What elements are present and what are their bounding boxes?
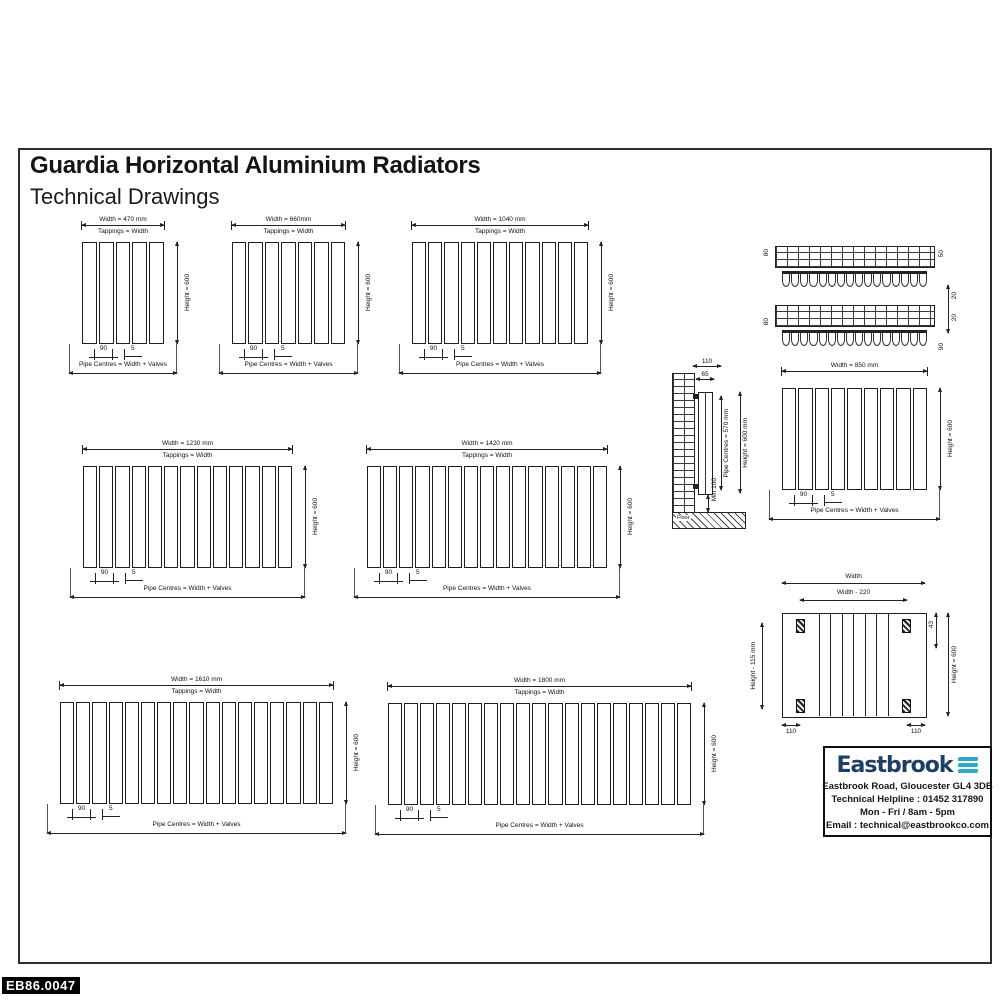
radiator-section	[404, 703, 418, 805]
floor-label: Floor	[677, 515, 690, 521]
pipe-offset-dim: 90	[794, 495, 813, 506]
radiator-section	[444, 242, 458, 344]
radiator-section	[399, 466, 413, 568]
pipe-offset-dim: 90	[424, 349, 443, 360]
radiator-section-top	[800, 274, 808, 287]
section-gap-dim: 5	[409, 573, 427, 584]
radiator-section-top	[837, 333, 845, 346]
radiator-section	[574, 242, 588, 344]
radiator-section-top	[837, 274, 845, 287]
bracket-position-view	[750, 573, 958, 737]
radiator-section	[319, 702, 333, 804]
pipe-offset-dim: 90	[244, 349, 263, 360]
radiator-section-top	[892, 274, 900, 287]
radiator-section	[581, 703, 595, 805]
company-hours: Mon - Fri / 8am - 5pm	[859, 806, 955, 818]
pipe-centres-label: Pipe Centres = Width + Valves	[455, 361, 545, 368]
radiator-section-top	[873, 274, 881, 287]
bracket-offset-dim-line	[696, 379, 714, 380]
radiator-section	[913, 388, 927, 490]
radiator-section	[173, 702, 187, 804]
height-dim-label: Height = 600	[607, 274, 615, 312]
eastbrook-logo-icon	[958, 757, 978, 773]
radiator-section	[558, 242, 572, 344]
width-dim-label: Width = 1610 mm	[170, 676, 223, 683]
pipe-centres-label: Pipe Centres = Width + Valves	[143, 585, 232, 592]
pipe-centres-dim-line	[219, 373, 358, 374]
height-dim-line	[358, 242, 359, 344]
radiator-section	[157, 702, 171, 804]
width-dim-label: Width = 1800 mm	[513, 677, 566, 684]
radiator-section	[412, 242, 426, 344]
radiator-section-top	[846, 274, 854, 287]
radiator-section-top	[782, 333, 790, 346]
pipe-offset-dim: 90	[379, 573, 398, 584]
wall-section	[775, 246, 935, 268]
pipe-centres-dim-line	[69, 373, 177, 374]
radiator-section-top	[864, 333, 872, 346]
depth-dim-label: 80	[763, 318, 770, 326]
radiator-section	[60, 702, 74, 804]
radiator-section	[565, 703, 579, 805]
radiator-section	[262, 466, 276, 568]
radiator-section	[528, 466, 542, 568]
tappings-dim-label: Tappings = Width	[263, 228, 314, 235]
radiator-body	[232, 242, 345, 344]
radiator-section-top	[910, 274, 918, 287]
radiator-section-top	[919, 333, 927, 346]
pipe-offset-dim: 90	[94, 349, 113, 360]
radiator-body	[782, 388, 927, 490]
radiator-section	[798, 388, 812, 490]
radiator-section	[281, 242, 295, 344]
radiator-section-top	[901, 333, 909, 346]
bracket-centres-dim-line	[800, 600, 907, 601]
radiator-section-top	[819, 274, 827, 287]
height-dim-label: Height = 600	[946, 420, 954, 458]
radiator-section	[213, 466, 227, 568]
radiator-section	[189, 702, 203, 804]
edge-offset-dim-label: 110	[910, 728, 922, 735]
radiator-section	[83, 466, 97, 568]
radiator-section	[82, 242, 97, 344]
radiator-section	[109, 702, 123, 804]
radiator-section	[254, 702, 268, 804]
company-address: Eastbrook Road, Gloucester GL4 3DB	[822, 780, 993, 792]
min-floor-dim-line	[708, 495, 709, 512]
radiator-section	[303, 702, 317, 804]
radiator-sections	[808, 613, 899, 716]
top-bracket-dim-line	[936, 613, 937, 648]
radiator-section-top	[782, 274, 790, 287]
bracket-mark	[902, 619, 911, 633]
radiator-section	[831, 388, 845, 490]
bracket-mark	[693, 484, 698, 489]
radiator-section	[141, 702, 155, 804]
eastbrook-logo	[837, 753, 979, 778]
radiator-section-top	[828, 333, 836, 346]
radiator-section	[164, 466, 178, 568]
radiator-front-view-470	[78, 216, 191, 384]
tappings-dim-label: Tappings = Width	[97, 228, 149, 235]
radiator-section	[270, 702, 284, 804]
radiator-section	[613, 703, 627, 805]
radiator-section-top	[828, 274, 836, 287]
radiator-body	[412, 242, 588, 344]
radiator-section-top	[809, 333, 817, 346]
gap-dim-label: 20	[951, 292, 958, 300]
radiator-body	[60, 702, 333, 804]
pipe-centres-dim-label: Pipe Centres = 570 mm	[723, 408, 730, 478]
pipe-centres-label: Pipe Centres = Width + Valves	[495, 822, 584, 829]
height-dim-label: Height = 600 mm	[742, 417, 749, 468]
height-dim-label: Height = 600	[626, 498, 634, 536]
side-view-wall-mounted	[668, 360, 763, 530]
radiator-section	[115, 466, 129, 568]
height-dim-label: Height = 600	[364, 274, 372, 312]
page-title: Guardia Horizontal Aluminium Radiators	[30, 152, 481, 179]
width-dim-line	[60, 685, 333, 686]
radiator-section	[331, 242, 345, 344]
radiator-section	[197, 466, 211, 568]
radiator-section	[532, 703, 546, 805]
radiator-section	[461, 242, 475, 344]
pipe-centres-dim-line	[769, 519, 940, 520]
section-gap-dim: 5	[824, 495, 842, 506]
bracket-offset-dim-label: 65	[701, 371, 709, 378]
width-dim-line	[388, 686, 691, 687]
radiator-section	[245, 466, 259, 568]
height-dim-line	[346, 702, 347, 804]
gap-dim-line	[948, 285, 949, 333]
bracket-mark	[796, 619, 805, 633]
radiator-section	[436, 703, 450, 805]
width-dim-label: Width	[845, 573, 862, 580]
radiator-section	[222, 702, 236, 804]
radiator-section-top	[910, 333, 918, 346]
company-email: Email : technical@eastbrookco.com	[826, 819, 989, 831]
radiator-section	[496, 466, 510, 568]
radiator-section	[298, 242, 312, 344]
width-dim-line	[232, 225, 345, 226]
radiator-body	[388, 703, 691, 805]
radiator-front-view-1610	[60, 676, 360, 844]
pipe-offset-dim: 90	[400, 810, 419, 821]
radiator-section	[516, 703, 530, 805]
radiator-section	[286, 702, 300, 804]
radiator-section	[847, 388, 861, 490]
radiator-section-top	[892, 333, 900, 346]
radiator-section	[92, 702, 106, 804]
document-code: EB86.0047	[2, 977, 80, 994]
pipe-centres-dim-line	[354, 597, 620, 598]
radiator-section	[782, 388, 796, 490]
radiator-section	[593, 466, 607, 568]
radiator-section	[542, 242, 556, 344]
edge-offset-dim-line	[907, 725, 925, 726]
section-gap-dim: 5	[274, 349, 292, 360]
edge-offset-dim-line	[782, 725, 800, 726]
radiator-section	[548, 703, 562, 805]
pipe-centres-dim-line	[721, 396, 722, 490]
radiator-section	[116, 242, 131, 344]
radiator-section-top	[864, 274, 872, 287]
radiator-section	[265, 242, 279, 344]
tappings-dim-label: Tappings = Width	[162, 452, 213, 459]
bracket-centres-dim-label: Width - 220	[836, 589, 871, 596]
radiator-section	[132, 466, 146, 568]
radiator-front-view-1040	[412, 216, 615, 384]
height-dim-line	[940, 388, 941, 490]
radiator-section	[448, 466, 462, 568]
radiator-section	[206, 702, 220, 804]
depth-dim-label: 50	[938, 250, 945, 258]
bracket-height-dim-label: Height - 115 mm	[750, 642, 757, 690]
section-gap-dim: 5	[102, 809, 120, 820]
bracket-mark	[902, 699, 911, 713]
bracket-mark	[693, 394, 698, 399]
section-gap-dim: 5	[124, 349, 142, 360]
pipe-centres-dim-line	[47, 833, 346, 834]
height-dim-label: Height = 600	[183, 274, 191, 312]
radiator-section-top	[901, 274, 909, 287]
radiator-section-top	[846, 333, 854, 346]
radiator-section	[815, 388, 829, 490]
radiator-section	[500, 703, 514, 805]
radiator-section-top	[791, 274, 799, 287]
radiator-plan-profile	[782, 330, 927, 346]
radiator-section	[99, 466, 113, 568]
radiator-section	[484, 703, 498, 805]
radiator-section-top	[855, 274, 863, 287]
gap-dim-label: 20	[951, 314, 958, 322]
radiator-section	[464, 466, 478, 568]
radiator-section	[512, 466, 526, 568]
width-dim-label: Width = 850 mm	[830, 362, 879, 369]
min-floor-dim-label: Min 100	[711, 478, 718, 502]
pipe-centres-label: Pipe Centres = Width + Valves	[442, 585, 532, 592]
radiator-front-view-1230	[83, 440, 319, 608]
height-dim-line	[601, 242, 602, 344]
radiator-section	[428, 242, 442, 344]
depth-dim-label: 80	[763, 249, 770, 257]
radiator-front-view-1800	[388, 677, 718, 845]
height-dim-line	[305, 466, 306, 568]
radiator-section	[149, 242, 164, 344]
radiator-section	[76, 702, 90, 804]
depth-dim-label: 90	[938, 343, 945, 351]
section-gap-dim: 5	[454, 349, 472, 360]
pipe-centres-label: Pipe Centres = Width + Valves	[810, 507, 899, 514]
radiator-section	[493, 242, 507, 344]
wall-section	[775, 305, 935, 327]
radiator-section	[509, 242, 523, 344]
radiator-section	[180, 466, 194, 568]
radiator-section	[420, 703, 434, 805]
radiator-front-view-1420	[367, 440, 634, 608]
radiator-section	[629, 703, 643, 805]
width-dim-label: Width = 1420 mm	[461, 440, 513, 447]
radiator-section	[132, 242, 147, 344]
radiator-section	[383, 466, 397, 568]
tappings-dim-label: Tappings = Width	[474, 228, 526, 235]
height-dim-label: Height = 600	[710, 735, 718, 773]
wall-section	[672, 373, 695, 514]
radiator-section	[278, 466, 292, 568]
radiator-body	[82, 242, 164, 344]
section-gap-dim: 5	[125, 573, 143, 584]
pipe-centres-dim-line	[70, 597, 305, 598]
height-dim-label: Height = 600	[311, 498, 319, 536]
top-view-1	[775, 246, 935, 302]
radiator-section	[432, 466, 446, 568]
height-dim-label: Height = 600	[951, 645, 958, 684]
radiator-section	[545, 466, 559, 568]
width-dim-label: Width = 470 mm	[99, 216, 147, 223]
pipe-centres-dim-line	[399, 373, 601, 374]
radiator-section	[238, 702, 252, 804]
radiator-section	[388, 703, 402, 805]
radiator-body	[83, 466, 292, 568]
radiator-section	[880, 388, 894, 490]
radiator-section	[577, 466, 591, 568]
width-dim-label: Width = 1230 mm	[161, 440, 214, 447]
width-dim-line	[412, 225, 588, 226]
radiator-section-top	[819, 333, 827, 346]
radiator-front-view-850	[782, 362, 954, 530]
radiator-section	[248, 242, 262, 344]
radiator-section	[864, 388, 878, 490]
radiator-section-top	[800, 333, 808, 346]
top-bracket-dim-label: 43	[928, 621, 935, 629]
radiator-section-top	[809, 274, 817, 287]
radiator-section	[477, 242, 491, 344]
pipe-offset-dim: 90	[95, 573, 114, 584]
radiator-section	[661, 703, 675, 805]
pipe-offset-dim: 90	[72, 809, 91, 820]
radiator-section	[480, 466, 494, 568]
radiator-section	[645, 703, 659, 805]
radiator-section	[896, 388, 910, 490]
radiator-section	[367, 466, 381, 568]
radiator-front-view-660	[232, 216, 372, 384]
width-dim-line	[83, 449, 292, 450]
radiator-section	[148, 466, 162, 568]
edge-offset-dim-label: 110	[785, 728, 797, 735]
bracket-mark	[796, 699, 805, 713]
pipe-centres-label: Pipe Centres = Width + Valves	[152, 821, 241, 828]
radiator-section	[232, 242, 246, 344]
height-dim-line	[740, 392, 741, 493]
height-dim-line	[177, 242, 178, 344]
page-subtitle: Technical Drawings	[30, 184, 220, 209]
radiator-body	[367, 466, 607, 568]
height-dim-line	[704, 703, 705, 805]
pipe-centres-label: Pipe Centres = Width + Valves	[244, 361, 333, 368]
wall-offset-dim-label: 110	[701, 358, 713, 365]
width-dim-line	[367, 449, 607, 450]
bracket-height-dim-line	[762, 623, 763, 709]
height-dim-label: Height = 600	[352, 734, 360, 772]
radiator-section	[125, 702, 139, 804]
height-dim-line	[948, 613, 949, 716]
width-dim-line	[82, 225, 164, 226]
company-name: Eastbrook	[836, 752, 953, 778]
wall-offset-dim-line	[693, 366, 721, 367]
tappings-dim-label: Tappings = Width	[171, 688, 222, 695]
radiator-section	[99, 242, 114, 344]
radiator-section	[597, 703, 611, 805]
radiator-section-top	[882, 333, 890, 346]
radiator-section	[468, 703, 482, 805]
tappings-dim-label: Tappings = Width	[514, 689, 565, 696]
radiator-section	[561, 466, 575, 568]
width-dim-line	[782, 371, 927, 372]
radiator-section-top	[882, 274, 890, 287]
radiator-section-top	[855, 333, 863, 346]
radiator-section-top	[919, 274, 927, 287]
radiator-section	[415, 466, 429, 568]
radiator-section-top	[873, 333, 881, 346]
pipe-centres-label: Pipe Centres = Width + Valves	[78, 361, 168, 368]
radiator-section	[229, 466, 243, 568]
radiator-section	[452, 703, 466, 805]
company-info-box	[823, 746, 992, 837]
height-dim-line	[620, 466, 621, 568]
section-gap-dim: 5	[430, 810, 448, 821]
width-dim-label: Width = 660mm	[265, 216, 312, 223]
radiator-section-top	[791, 333, 799, 346]
radiator-section	[525, 242, 539, 344]
radiator-section	[677, 703, 691, 805]
top-view-2	[775, 305, 935, 361]
radiator-plan-profile	[782, 271, 927, 287]
width-dim-line	[782, 583, 925, 584]
pipe-centres-dim-line	[375, 834, 704, 835]
tappings-dim-label: Tappings = Width	[461, 452, 513, 459]
radiator-section	[314, 242, 328, 344]
company-helpline: Technical Helpline : 01452 317890	[831, 793, 984, 805]
width-dim-label: Width = 1040 mm	[474, 216, 526, 223]
